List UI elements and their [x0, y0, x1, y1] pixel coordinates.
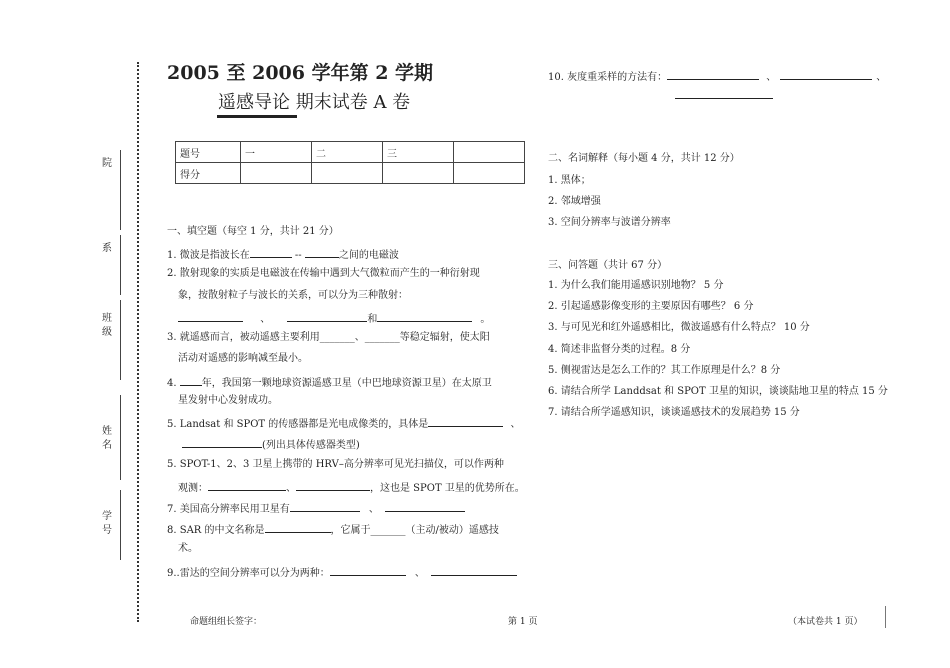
q4-line2: 星发射中心发射成功。 — [178, 395, 278, 406]
sidebar-label-class-1: 班 — [102, 313, 112, 324]
q2-sep-3: 。 — [480, 314, 491, 325]
sidebar-label-name-2: 名 — [102, 440, 112, 451]
section2-item: 1. 黑体； — [548, 175, 591, 186]
q4-number: 4. — [167, 378, 177, 389]
q6-line1: 5. SPOT-1、2、3 卫星上携带的 HRV–高分辨率可见光扫描仪，可以作两种 — [167, 459, 504, 470]
q9-text: 9..雷达的空间分辨率可以分为两种： — [167, 568, 330, 579]
score-cell: 得分 — [176, 163, 241, 184]
answer-blank[interactable] — [377, 311, 472, 322]
answer-blank[interactable] — [287, 311, 367, 322]
answer-blank[interactable] — [305, 247, 339, 258]
question-5 — [167, 416, 520, 431]
question-5-line2 — [182, 437, 360, 452]
score-table-score-row — [176, 163, 525, 184]
q6-sep: 、 — [286, 483, 296, 494]
q2-line2: 象，按散射粒子与波长的关系，可以分为三种散射： — [178, 290, 408, 301]
question-6-line2 — [178, 480, 525, 495]
sidebar-label-college: 院 — [102, 158, 112, 169]
score-cell: 题号 — [176, 142, 241, 163]
q1-text-a: 1. 微波是指波长在 — [167, 250, 250, 261]
q4-text: 年，我国第一颗地球资源遥感卫星（中巴地球资源卫星）在太原卫 — [201, 378, 492, 389]
question-4 — [167, 375, 492, 390]
score-input-cell[interactable] — [454, 163, 525, 184]
section2-item: 2. 邻域增强 — [548, 196, 601, 207]
q6-text: ，这也是 SPOT 卫星的优势所在。 — [370, 483, 525, 494]
field-line-department[interactable] — [120, 235, 121, 295]
section3-item: 4. 简述非监督分类的过程。8 分 — [548, 344, 691, 355]
question-2-blanks — [178, 311, 490, 326]
footer-signature: 命题组组长签字： — [190, 617, 263, 627]
sidebar-label-id-1: 学 — [102, 511, 112, 522]
q5-note: (列出具体传感器类型) — [262, 440, 360, 451]
field-line-college[interactable] — [120, 150, 121, 230]
q1-text-c: 之间的电磁波 — [338, 250, 399, 261]
score-input-cell[interactable] — [241, 163, 312, 184]
q10-sep-2: 、 — [876, 72, 887, 83]
q5-text: 5. Landsat 和 SPOT 的传感器都是光电成像类的，具体是 — [167, 419, 429, 430]
footer-total-pages: （本试卷共 1 页） — [788, 617, 863, 627]
section3-item: 6. 请结合所学 Landdsat 和 SPOT 卫星的知识，谈谈陆地卫星的特点 15 分 — [548, 386, 888, 397]
section3-heading: 三、问答题（共计 67 分） — [548, 260, 668, 271]
score-table-header-row — [176, 142, 525, 163]
q2-sep-2: 和 — [367, 314, 378, 325]
answer-blank[interactable] — [431, 565, 517, 576]
question-9 — [167, 565, 517, 580]
q7-text: 7. 美国高分辨率民用卫星有 — [167, 504, 290, 515]
footer-divider — [885, 606, 886, 628]
q2-line1: 2. 散射现象的实质是电磁波在传输中遇到大气微粒而产生的一种衍射现 — [167, 268, 480, 279]
answer-blank[interactable] — [428, 416, 503, 427]
sidebar-label-department: 系 — [102, 243, 112, 254]
sidebar-label-id-2: 号 — [102, 525, 112, 536]
question-10 — [548, 69, 886, 84]
field-line-class[interactable] — [120, 300, 121, 380]
answer-blank[interactable] — [182, 437, 262, 448]
question-7 — [167, 501, 465, 516]
footer-page-number: 第 1 页 — [508, 617, 538, 627]
title-underline — [217, 115, 297, 118]
answer-blank[interactable] — [780, 69, 872, 80]
q5-sep: 、 — [510, 419, 521, 430]
score-cell: 一 — [241, 142, 312, 163]
q2-sep-1: 、 — [260, 314, 271, 325]
sidebar-label-name-1: 姓 — [102, 426, 112, 437]
section1-heading: 一、填空题（每空 1 分，共计 21 分） — [167, 226, 339, 237]
q8-line2: 术。 — [178, 543, 198, 554]
q6-label: 观测： — [178, 483, 208, 494]
question-8 — [167, 522, 499, 537]
answer-blank[interactable] — [330, 565, 406, 576]
q8-text: 8. SAR 的中文名称是 — [167, 525, 265, 536]
answer-blank[interactable] — [250, 247, 292, 258]
answer-blank[interactable] — [265, 522, 331, 533]
binding-dotted-line — [137, 62, 139, 622]
q7-sep: 、 — [368, 504, 379, 515]
section2-heading: 二、名词解释（每小题 4 分，共计 12 分） — [548, 153, 740, 164]
score-cell: 三 — [383, 142, 454, 163]
question-1 — [167, 247, 399, 262]
section3-item: 3. 与可见光和红外遥感相比，微波遥感有什么特点？ 10 分 — [548, 322, 810, 333]
exam-year-title: 2005 至 2006 学年第 2 学期 — [167, 62, 434, 84]
q3-line2: 活动对遥感的影响减至最小。 — [178, 353, 308, 364]
q1-text-b: -- — [294, 250, 302, 261]
section3-item: 7. 请结合所学遥感知识，谈谈遥感技术的发展趋势 15 分 — [548, 407, 800, 418]
q8-text-b: ，它属于_______（主动/被动）遥感技 — [330, 525, 499, 536]
answer-blank[interactable] — [180, 375, 202, 386]
section3-item: 1. 为什么我们能用遥感识别地物？ 5 分 — [548, 280, 724, 291]
answer-blank[interactable] — [675, 88, 773, 99]
score-cell: 二 — [312, 142, 383, 163]
section2-item: 3. 空间分辨率与波谱分辨率 — [548, 217, 671, 228]
score-input-cell[interactable] — [312, 163, 383, 184]
exam-title: 遥感导论 期末试卷 A 卷 — [218, 92, 411, 113]
score-table — [175, 141, 525, 184]
q10-line2 — [675, 88, 773, 103]
q10-text: 10. 灰度重采样的方法有： — [548, 72, 668, 83]
answer-blank[interactable] — [178, 311, 243, 322]
answer-blank[interactable] — [290, 501, 360, 512]
answer-blank[interactable] — [667, 69, 759, 80]
field-line-name[interactable] — [120, 395, 121, 480]
section3-item: 5. 侧视雷达是怎么工作的？其工作原理是什么？8 分 — [548, 365, 781, 376]
field-line-id[interactable] — [120, 490, 121, 560]
q3-line1: 3. 就遥感而言，被动遥感主要利用_______、_______等稳定辐射，使太阳 — [167, 332, 490, 343]
answer-blank[interactable] — [385, 501, 465, 512]
q10-sep-1: 、 — [766, 72, 777, 83]
answer-blank[interactable] — [208, 480, 286, 491]
answer-blank[interactable] — [296, 480, 370, 491]
q9-sep: 、 — [414, 568, 425, 579]
section3-item: 2. 引起遥感影像变形的主要原因有哪些？ 6 分 — [548, 301, 754, 312]
score-cell — [454, 142, 525, 163]
score-input-cell[interactable] — [383, 163, 454, 184]
sidebar-label-class-2: 级 — [102, 327, 112, 338]
